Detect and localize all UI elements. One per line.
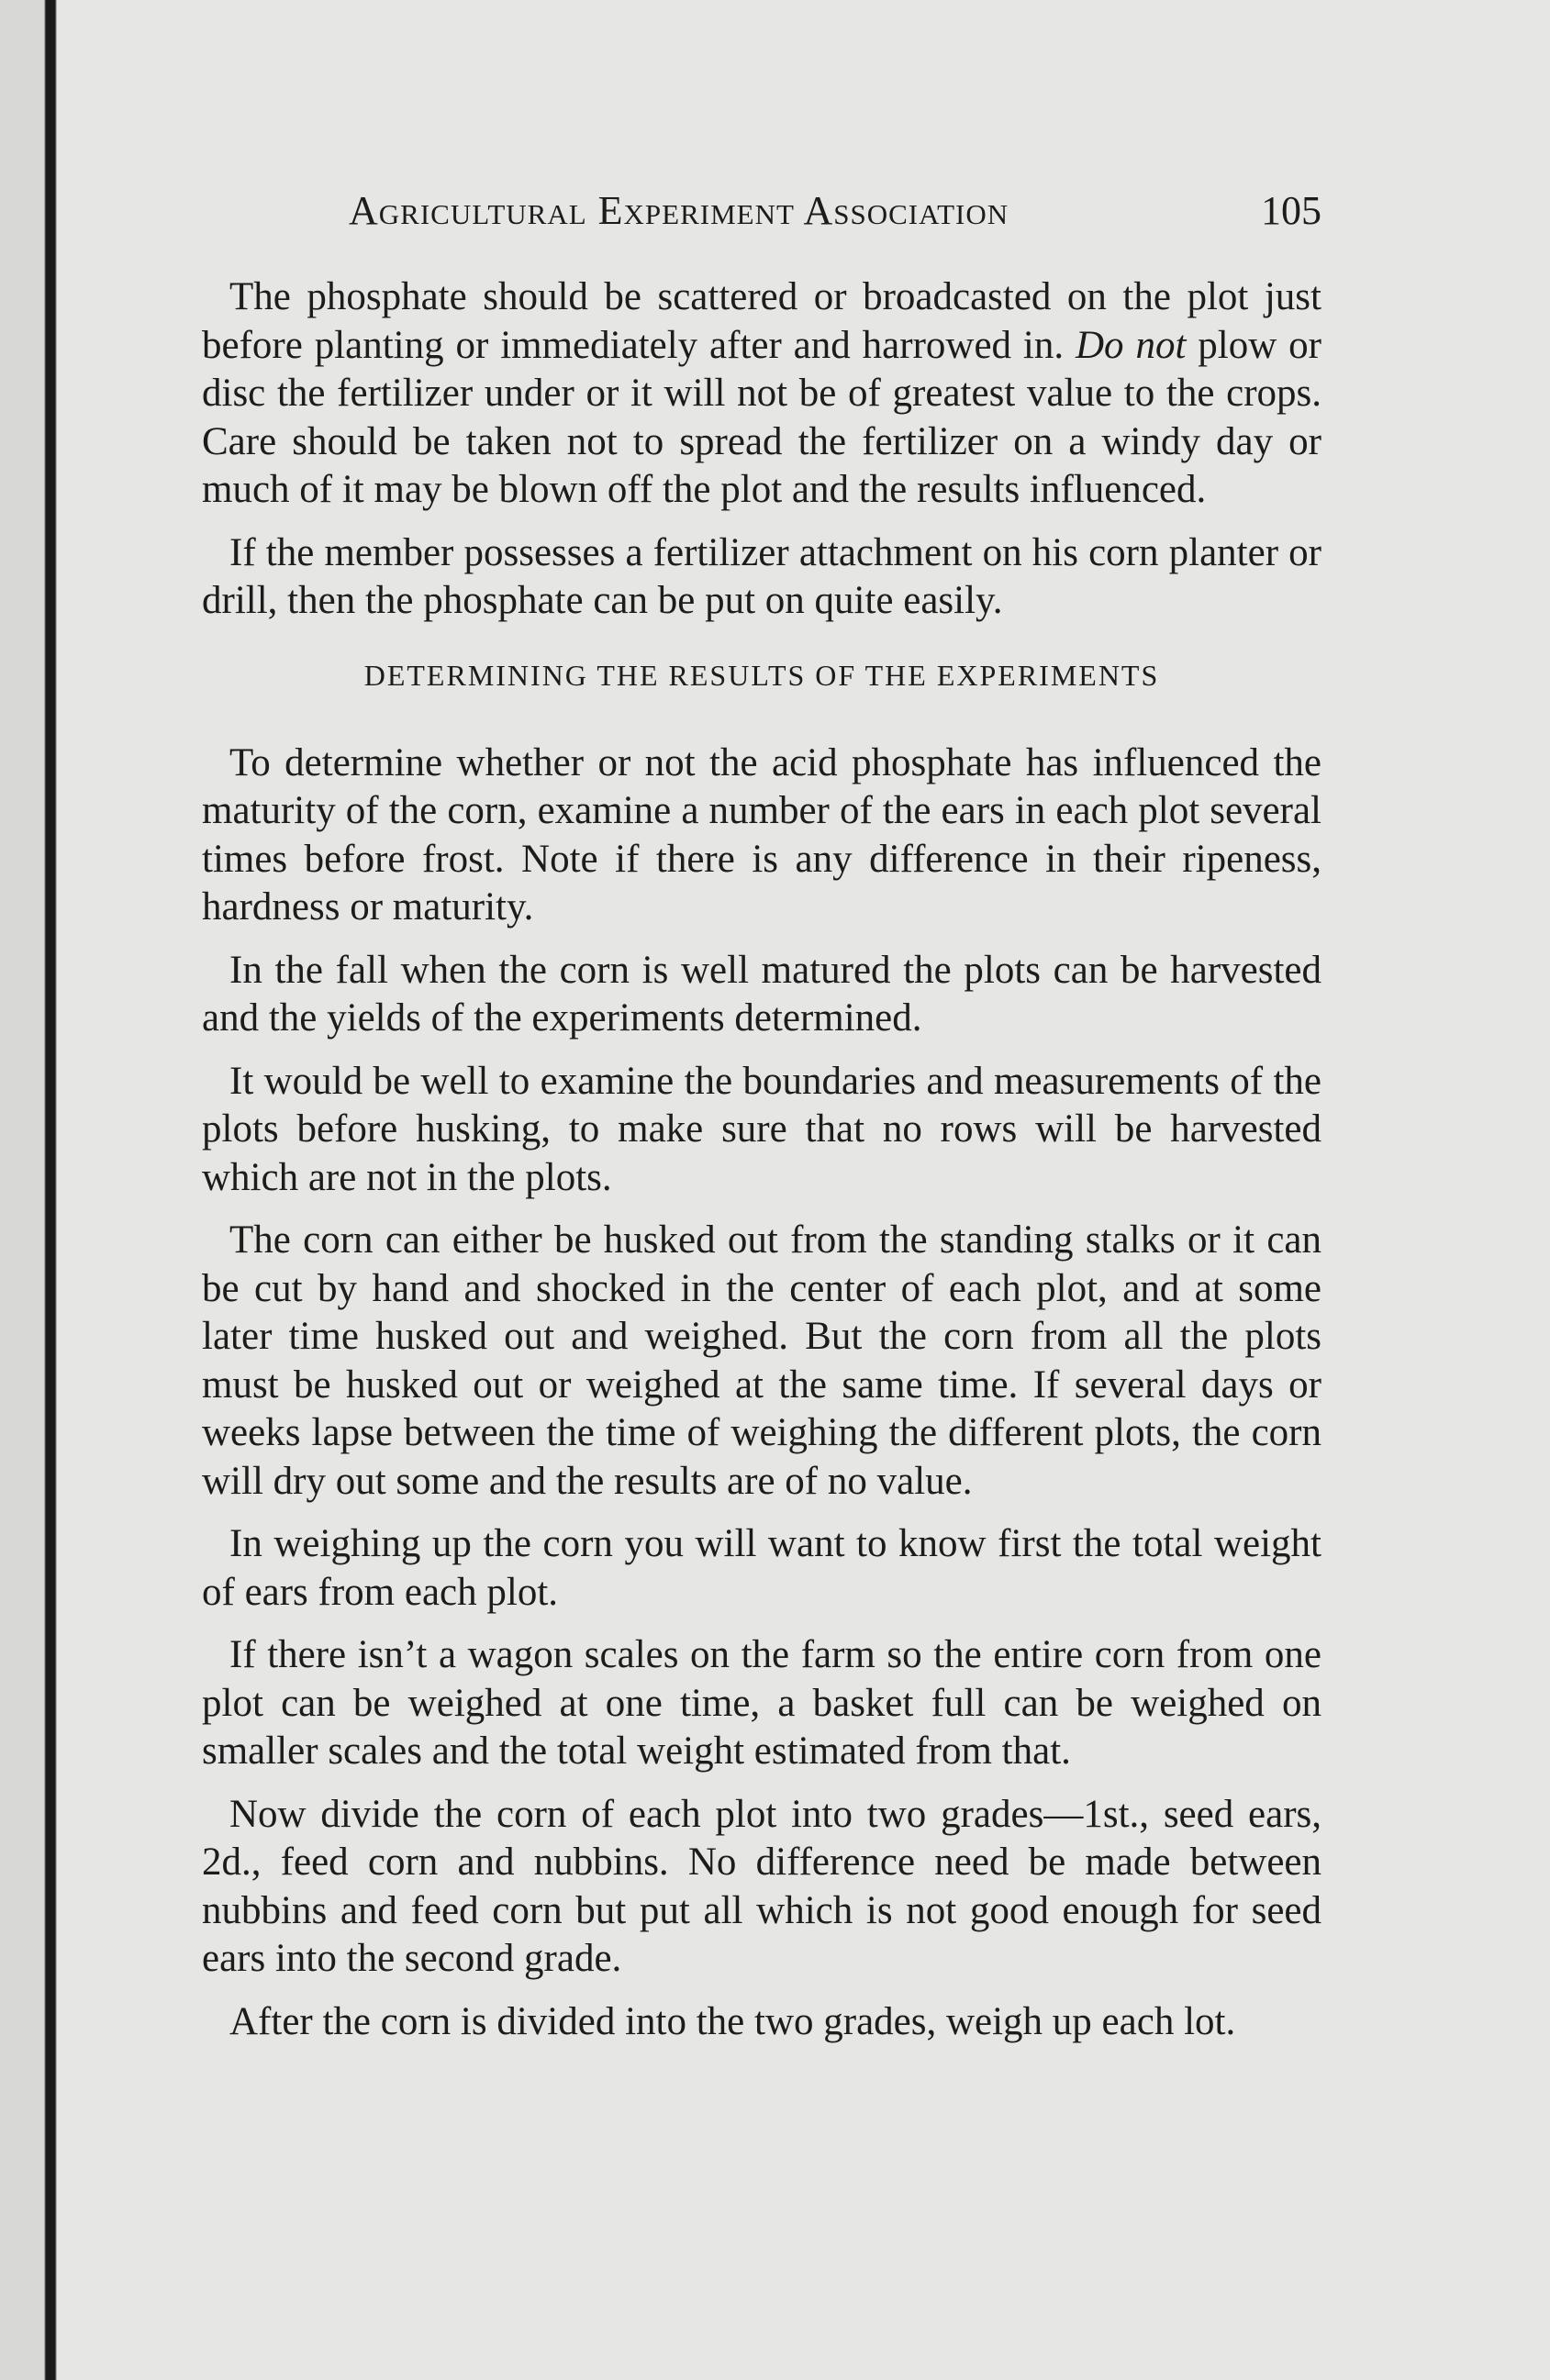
paragraph-fertilizer-attachment: If the member possesses a fertilizer attachment on his corn planter or drill, then the phosphate can be put on quite easily. [202,530,1321,622]
binding-edge [0,0,57,2380]
paragraph-maturity: To determine whether or not the acid phosphate has influenced the maturity of the corn, examine a number of the ears in each plot several times before frost. Note if there is any difference in their ripeness, hardness or maturity. [202,740,1321,929]
paragraph-weighing: In weighing up the corn you will want to know first the total weight of ears from each plot. [202,1522,1321,1614]
paragraph-phosphate-application [202,273,1321,515]
section-heading: DETERMINING THE RESULTS OF THE EXPERIMENTS [363,658,1160,692]
paragraph-harvest: In the fall when the corn is well matured the plots can be harvested and the yields of the experiments determined. [202,948,1321,1040]
paragraph-wagon-scales: If there isn’t a wagon scales on the farm so the entire corn from one plot can be weighed at one time, a basket full can be weighed on smaller scales and the total weight estimated from that. [202,1633,1321,1773]
emphasis-text: Do not [1076,323,1187,367]
book-page [202,184,1321,2061]
paragraph-husking: The corn can either be husked out from the standing stalks or it can be cut by hand and shocked in the center of each plot, and at some later time husked out and weighed. But the corn from all the plots must be husked out or weighed at the same time. If several days or weeks lapse between the time of weighing the different plots, the corn will dry out some and the results are of no value. [202,1218,1321,1503]
paragraph-grades: Now divide the corn of each plot into two grades—1st., seed ears, 2d., feed corn and nubbins. No difference need be made between nubbins and feed corn but put all which is not good enough for seed ears into the second grade. [202,1792,1321,1980]
running-title: Agricultural Experiment Association [349,188,1009,233]
page-number: 105 [1261,188,1321,233]
paragraph-text: plow or disc the fertilizer under or it will not be of greatest value to the crops. Care should be taken not to spread the fertilizer on a windy day or much of it may be blown off the plot and the results influenced. [202,323,1321,511]
paragraph-weigh-lots: After the corn is divided into the two grades, weigh up each lot. [229,1999,1236,2043]
running-head [202,184,1321,239]
paragraph-text: The phosphate should be scattered or broadcasted on the plot just before planting or immediately after and harrowed in. [202,275,1321,367]
paragraph-boundaries: It would be well to examine the boundaries and measurements of the plots before husking, to make sure that no rows will be harvested which are not in the plots. [202,1059,1321,1199]
